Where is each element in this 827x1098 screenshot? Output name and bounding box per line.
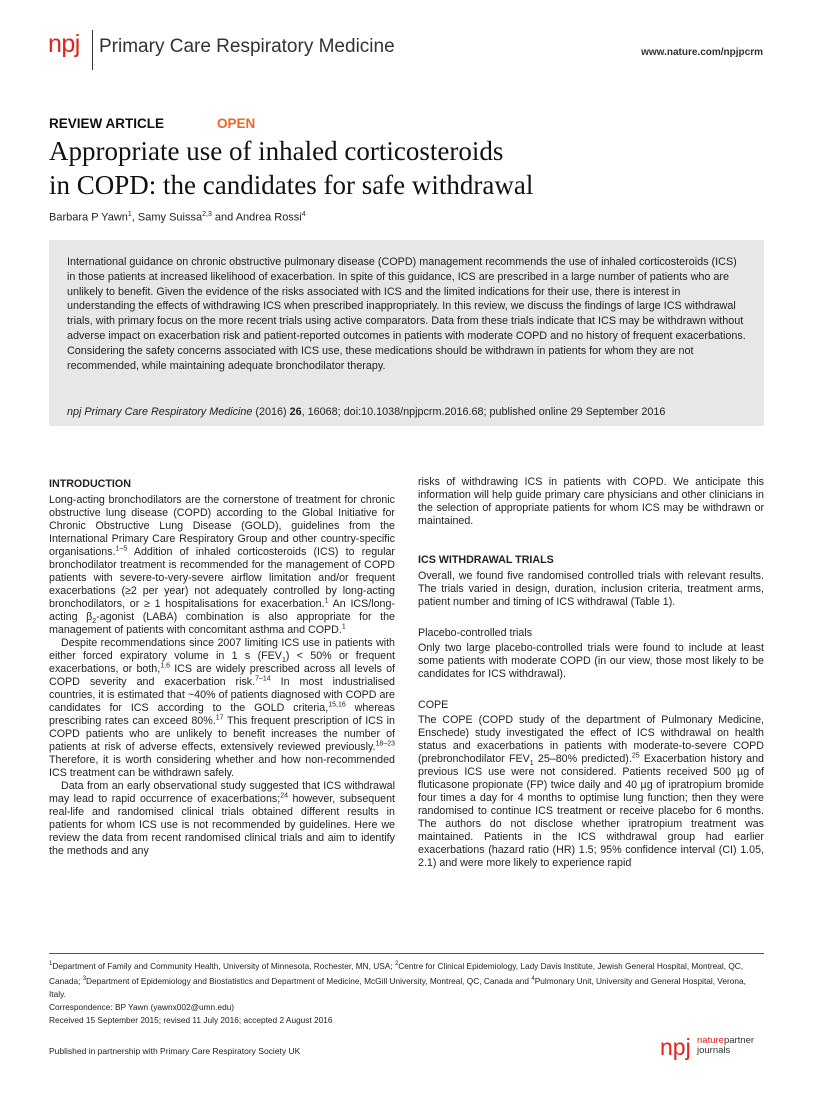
- affiliation-4: Pulmonary Unit, University and General Hospital, Verona, Italy.: [49, 975, 746, 999]
- text-run: -agonist (LABA) combination is also appropriate for the management of patients with concomitant asthma and COPD.: [49, 611, 395, 636]
- affiliation-3: Department of Epidemiology and Biostatistics and Department of Medicine, McGill University, Montreal, QC, Canada and: [86, 975, 532, 986]
- reference-link[interactable]: 7–14: [255, 675, 271, 683]
- author-affiliation: 2,3: [202, 211, 212, 218]
- section-heading-introduction: INTRODUCTION: [49, 478, 131, 490]
- correspondence[interactable]: Correspondence: BP Yawn (yawnx002@umn.edu): [49, 1001, 235, 1012]
- subscript: 2: [92, 618, 97, 626]
- citation-volume: 26: [289, 406, 302, 418]
- text-run: whereas prescribing rates can exceed 80%.: [49, 702, 395, 727]
- text-run: Data from an early observational study suggested that ICS withdrawal may lead to rapid occurrence of exacerbations;: [49, 780, 395, 805]
- partnership-note: Published in partnership with Primary Care Respiratory Society UK: [49, 1046, 301, 1056]
- reference-link[interactable]: 25: [631, 752, 640, 760]
- subsection-heading-cope: COPE: [418, 699, 449, 711]
- open-access-badge: OPEN: [217, 116, 256, 131]
- text-run: In most industrialised countries, it is estimated that ~40% of patients diagnosed with COPD are candidates for ICS according to the GOLD criteria,: [49, 676, 396, 714]
- journal-url-link[interactable]: www.nature.com/npjpcrm: [641, 47, 763, 58]
- text-run: Long-acting bronchodilators are the cornerstone of treatment for chronic obstructive lung disease (COPD) according to the Global Initiative for Chronic Obstructive Lung Disease (GOLD), guidelines from the International Primary Care Respiratory Group and other country-specific organisations.: [49, 494, 395, 558]
- text-run: Exacerbation history and previous ICS use were not considered. Patients received 500 µg of fluticasone propionate (FP) twice daily and 40 µg of ipratropium bromide four times a day for 4 months to optimise lung function; then they were randomised to continue ICS treatment or receive placebo for 6 months. The authors do not disclose whether ipratropium treatment was maintained. Patients in the ICS withdrawal group had earlier exacerbations (hazard ratio (HR) 1.5; 95% confidence interval (CI) 1.05, 2.1) and were more likely to experience rapid: [418, 753, 764, 869]
- nature-partner-logo: npj: [660, 1034, 691, 1060]
- paragraph: [49, 637, 395, 780]
- np-word-partner: partner: [723, 1035, 755, 1046]
- reference-link[interactable]: 15,16: [328, 701, 346, 709]
- reference-link[interactable]: 1: [324, 597, 329, 605]
- reference-link[interactable]: 17: [215, 714, 224, 722]
- title-line-1: Appropriate use of inhaled corticosteroids: [49, 136, 504, 166]
- title-line-2: in COPD: the candidates for safe withdrawal: [49, 170, 534, 200]
- reference-link[interactable]: 18–23: [375, 740, 395, 748]
- np-word-journals: journals: [697, 1045, 731, 1056]
- logo-divider: [92, 30, 93, 70]
- paragraph: [49, 494, 395, 637]
- right-column: [418, 476, 764, 870]
- abstract-text: International guidance on chronic obstructive pulmonary disease (COPD) management recommends the use of inhaled corticosteroids (ICS) in those patients at increased likelihood of exacerbation. In spite of this guidance, ICS are prescribed in a large number of patients who are unlikely to benefit. Given the evidence of the risks associated with ICS and the limited indications for their use, there is interest in understanding the effects of withdrawing ICS when prescribed inappropriately. In this review, we discuss the findings of large ICS withdrawal trials, with primary focus on the more recent trials using active comparators. Data from these trials indicate that ICS may be withdrawn without adverse impact on exacerbation risk and patient-reported outcomes in patients with moderate COPD and no history of frequent exacerbations. Considering the safety concerns associated with ICS use, these medications should be withdrawn in patients for whom they are not recommended, while maintaining adequate bronchodilator therapy.: [67, 256, 746, 372]
- text-run: however, subsequent real-life and randomised clinical trials obtained different results in patients for whom ICS use is not recommended by guidelines. Here we review the data from recent randomised clinical trials and aim to identify the methods and any: [49, 793, 396, 857]
- author-name: Barbara P Yawn: [49, 211, 128, 224]
- citation-line: [67, 406, 748, 418]
- affiliation-2: Centre for Clinical Epidemiology, Lady Davis Institute, Jewish General Hospital, Montreal, QC, Canada;: [49, 960, 744, 986]
- citation-journal: npj Primary Care Respiratory Medicine: [67, 406, 253, 418]
- text-run: ) < 50% or frequent exacerbations, or both,: [49, 650, 395, 675]
- text-run: Despite recommendations since 2007 limiting ICS use in patients with either forced expiratory volume in 1 s (FEV: [49, 637, 395, 662]
- paragraph: Only two large placebo-controlled trials were found to include at least some patients with moderate COPD (in our view, those most likely to be candidates for ICS withdrawal).: [418, 642, 764, 680]
- subscript: 1: [281, 657, 286, 665]
- subsection-heading-placebo: Placebo-controlled trials: [418, 627, 533, 639]
- np-word-nature: nature: [697, 1035, 724, 1046]
- reference-link[interactable]: 24: [280, 792, 289, 800]
- npj-logo: npj: [48, 30, 80, 58]
- text-run: This frequent prescription of ICS in COPD patients who are unlikely to benefit increases the number of patients at risk of adverse effects, extensively reviewed previously.: [49, 715, 395, 753]
- author-name: Samy Suissa: [137, 211, 203, 224]
- subscript: 1: [529, 760, 534, 768]
- paragraph: risks of withdrawing ICS in patients with COPD. We anticipate this information will help guide primary care physicians and other clinicians in the selection of appropriate patients for whom ICS may be withdrawn or maintained.: [418, 476, 764, 527]
- journal-name: Primary Care Respiratory Medicine: [99, 36, 395, 57]
- footnotes: [49, 958, 764, 1027]
- author-separator: and: [211, 211, 236, 224]
- text-run: The COPE (COPD study of the department of Pulmonary Medicine, Enschede) study investigated the effect of ICS withdrawal on health status and exacerbations in patients with moderate-to-severe COPD (prebronchodilator FEV: [418, 714, 764, 765]
- article-type-label: REVIEW ARTICLE: [49, 116, 165, 131]
- text-run: Addition of inhaled corticosteroids (ICS) to regular bronchodilator treatment is recommended for the management of COPD patients with severe-to-very-severe airflow limitation and/or frequent exacerbations (≥2 per year) not adequately controlled by long-acting bronchodilators, or ≥ 1 hospitalisations for exacerbation.: [49, 546, 395, 610]
- affiliation-1: Department of Family and Community Health, University of Minnesota, Rochester, MN, USA;: [52, 960, 395, 971]
- article-title: [49, 134, 533, 202]
- text-run: 25–80% predicted).: [533, 753, 632, 765]
- author-separator: ,: [131, 211, 138, 224]
- left-column: [49, 478, 395, 858]
- citation-year: (2016): [252, 406, 290, 418]
- author-list: [49, 211, 306, 224]
- reference-link[interactable]: 1,6: [160, 662, 170, 670]
- received-dates: Received 15 September 2015; revised 11 July 2016; accepted 2 August 2016: [49, 1014, 333, 1025]
- author-name: Andrea Rossi: [235, 211, 302, 224]
- author-affiliation: 1: [127, 211, 132, 218]
- citation-doi[interactable]: , 16068; doi:10.1038/npjpcrm.2016.68; published online 29 September 2016: [301, 406, 666, 418]
- affiliations: $^1$Department of Family and Community Health, University of Minnesota, Rochester, MN, USA; $^2$Centre for Clinical Epidemiology, Lady Davis Institute, Jewish General Hospital, Montreal, QC, Canada; $^3$Department of Epidemiology and Biostatistics and Department of Medicine, McGill University, Montreal, QC, Canada and $^4$Pulmonary Unit, University and General Hospital, Verona, Italy.: [49, 960, 746, 999]
- footnote-divider: [49, 953, 764, 954]
- author-affiliation: 4: [301, 211, 306, 218]
- paragraph: Overall, we found five randomised controlled trials with relevant results. The trials varied in design, duration, inclusion criteria, treatment arms, patient number and timing of ICS withdrawal (Table 1).: [418, 570, 764, 608]
- text-run: Therefore, it is worth considering whether and how non-recommended ICS treatment can be withdrawn safely.: [49, 754, 395, 779]
- paragraph: [418, 714, 764, 870]
- reference-link[interactable]: 1–5: [115, 545, 128, 553]
- nature-partner-journals-text: [697, 1036, 754, 1056]
- paragraph: [49, 780, 395, 858]
- text-run: An ICS/long-acting β: [49, 598, 395, 623]
- section-heading-ics-withdrawal: ICS WITHDRAWAL TRIALS: [418, 554, 554, 566]
- reference-link[interactable]: 1: [341, 623, 346, 631]
- text-run: ICS are widely prescribed across all levels of COPD severity and exacerbation risk.: [49, 663, 395, 688]
